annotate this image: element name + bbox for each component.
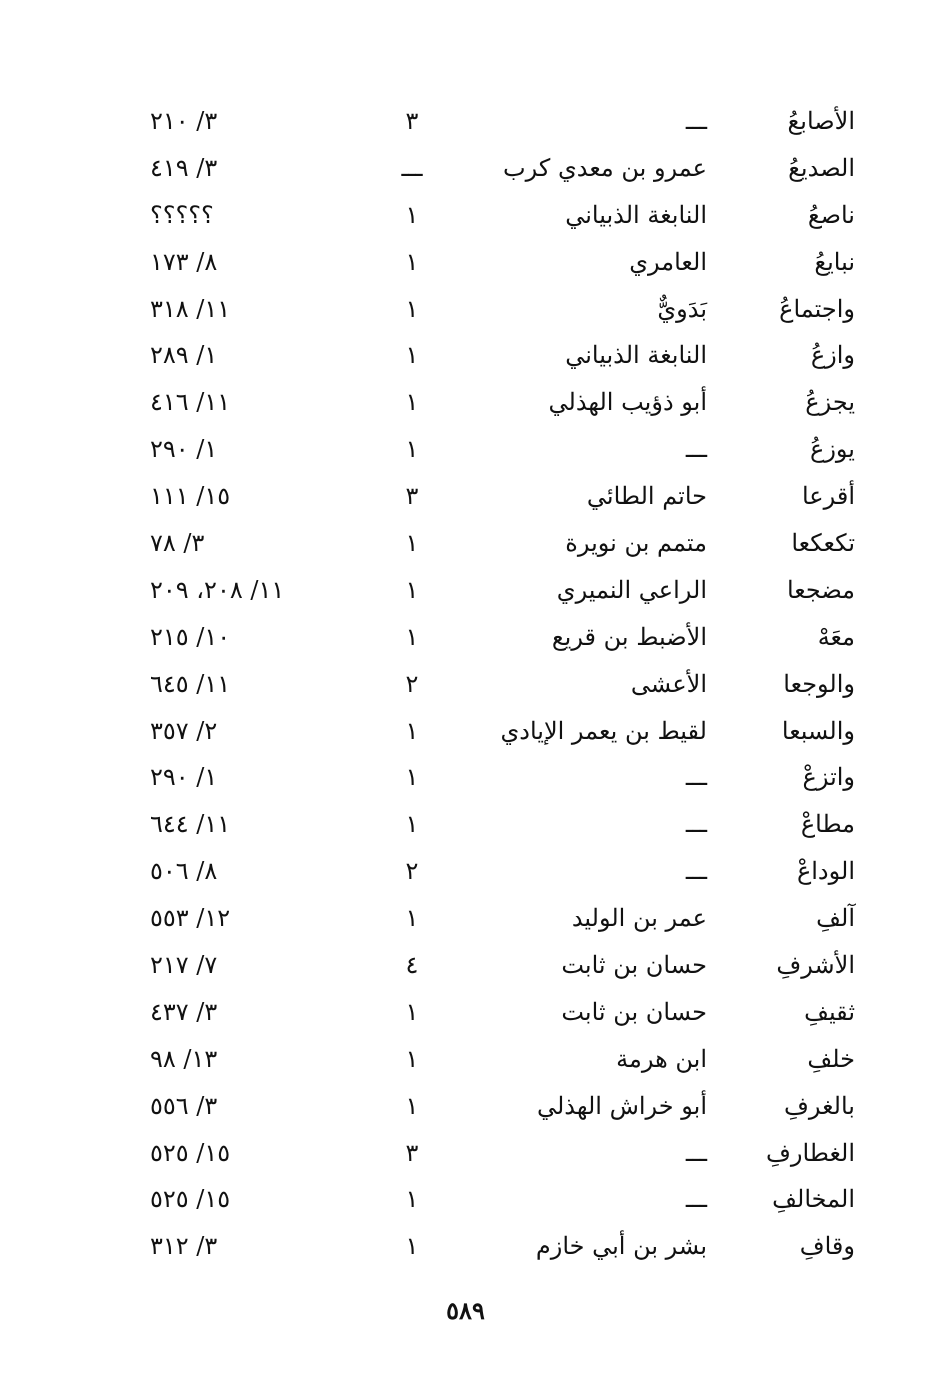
volume-page-reference: ٣/ ٥٥٦ [150, 1091, 218, 1120]
verse-count: ٣ [405, 1138, 419, 1167]
rhyme-word: وقافِ [799, 1232, 855, 1261]
rhyme-word: الوداعْ [796, 857, 855, 886]
volume-page-reference: ١١/ ٦٤٤ [150, 810, 231, 839]
rhyme-word: ناصعُ [807, 200, 855, 229]
rhyme-word: المخالفِ [772, 1185, 855, 1214]
index-row [0, 286, 931, 333]
rhyme-word: يوزعُ [810, 435, 855, 464]
verse-count: ١ [405, 763, 419, 792]
index-row [0, 1083, 931, 1130]
index-row [0, 1036, 931, 1083]
index-row [0, 895, 931, 942]
volume-page-reference: ١٥/ ٥٢٥ [150, 1138, 231, 1167]
volume-page-reference: ١/ ٢٩٠ [150, 763, 218, 792]
verse-count: ١ [405, 997, 419, 1026]
verse-count: ١ [405, 810, 419, 839]
poet-name: حسان بن ثابت [561, 997, 707, 1026]
rhyme-word: خلفِ [807, 1044, 855, 1073]
rhyme-word: واجتماعُ [779, 294, 855, 323]
rhyme-word: والسبعا [781, 716, 855, 745]
index-row [0, 567, 931, 614]
index-row [0, 192, 931, 239]
index-row [0, 848, 931, 895]
rhyme-word: وازعُ [810, 341, 855, 370]
volume-page-reference: ١١/ ٦٤٥ [150, 669, 231, 698]
index-row [0, 473, 931, 520]
volume-page-reference: ١٢/ ٥٥٣ [150, 904, 231, 933]
poet-name: ـــ [685, 763, 707, 792]
index-row [0, 1130, 931, 1177]
rhyme-word: آلفِ [816, 904, 855, 933]
rhyme-word: يجزعُ [805, 388, 855, 417]
verse-count: ١ [405, 1185, 419, 1214]
poet-name: حاتم الطائي [586, 482, 707, 511]
verse-count: ١ [405, 1232, 419, 1261]
rhyme-word: مطاعْ [800, 810, 855, 839]
rhyme-word: الصديعُ [788, 153, 855, 182]
volume-page-reference: ٣/ ٤٣٧ [150, 997, 218, 1026]
index-row [0, 1223, 931, 1270]
index-row [0, 942, 931, 989]
poet-name: النابغة الذبياني [565, 200, 707, 229]
volume-page-reference: ١/ ٢٩٠ [150, 435, 218, 464]
poet-name: النابغة الذبياني [565, 341, 707, 370]
poet-name: الأعشى [630, 669, 707, 698]
rhyme-word: نبايعُ [814, 247, 855, 276]
poet-name: عمر بن الوليد [571, 904, 707, 933]
volume-page-reference: ٣/ ٣١٢ [150, 1232, 218, 1261]
poet-name: أبو خراش الهذلي [536, 1091, 707, 1120]
index-row [0, 520, 931, 567]
poet-name: ـــ [685, 857, 707, 886]
poet-name: ـــ [685, 1138, 707, 1167]
page-number: ٥٨٩ [446, 1296, 485, 1325]
volume-page-reference: ٢/ ٣٥٧ [150, 716, 218, 745]
rhyme-word: الأصابعُ [787, 107, 855, 135]
verse-count: ١ [405, 575, 419, 604]
index-row [0, 426, 931, 473]
verse-count: ١ [405, 388, 419, 417]
volume-page-reference: ٨/ ١٧٣ [150, 247, 218, 276]
poet-name: بَدَويٌّ [657, 294, 707, 323]
volume-page-reference: ٣/ ٢١٠ [150, 107, 218, 135]
poet-name: حسان بن ثابت [561, 951, 707, 980]
volume-page-reference: ٨/ ٥٠٦ [150, 857, 218, 886]
index-row [0, 145, 931, 192]
volume-page-reference: ٣/ ٧٨ [150, 529, 205, 558]
poet-name: ـــ [685, 107, 707, 135]
index-row [0, 379, 931, 426]
rhyme-word: واتزعْ [802, 763, 855, 792]
index-row [0, 1176, 931, 1223]
verse-count: ٢ [405, 857, 419, 886]
index-row [0, 614, 931, 661]
verse-count: ١ [405, 1091, 419, 1120]
poet-name: أبو ذؤيب الهذلي [548, 388, 707, 417]
index-row [0, 989, 931, 1036]
index-row [0, 332, 931, 379]
verse-count: ١ [405, 247, 419, 276]
index-row [0, 801, 931, 848]
volume-page-reference: ٣/ ٤١٩ [150, 153, 218, 182]
verse-count: ـــ [401, 153, 423, 182]
rhyme-word: ثقيفِ [804, 997, 855, 1026]
rhyme-word: أقرعا [801, 482, 855, 511]
volume-page-reference: ١/ ٢٨٩ [150, 341, 218, 370]
verse-count: ١ [405, 1044, 419, 1073]
volume-page-reference: ١١/ ٤١٦ [150, 388, 231, 417]
rhyme-index-list [0, 98, 931, 1270]
rhyme-word: الغطارفِ [765, 1138, 855, 1167]
poet-name: لقيط بن يعمر الإيادي [500, 716, 707, 745]
rhyme-word: معَهْ [817, 622, 855, 651]
index-row [0, 708, 931, 755]
volume-page-reference: ؟؟؟؟؟ [150, 200, 214, 229]
index-row [0, 98, 931, 145]
volume-page-reference: ١٣/ ٩٨ [150, 1044, 218, 1073]
volume-page-reference: ١٥/ ٥٢٥ [150, 1185, 231, 1214]
verse-count: ١ [405, 529, 419, 558]
index-row [0, 661, 931, 708]
poet-name: متمم بن نويرة [565, 529, 707, 558]
poet-name: الأضبط بن قريع [551, 622, 707, 651]
verse-count: ١ [405, 622, 419, 651]
rhyme-word: مضجعا [786, 575, 855, 604]
poet-name: عمرو بن معدي كرب [503, 153, 707, 182]
rhyme-word: بالغرفِ [783, 1091, 855, 1120]
poet-name: ـــ [685, 1185, 707, 1214]
verse-count: ١ [405, 200, 419, 229]
rhyme-word: تكعكعا [791, 529, 855, 558]
poet-name: ـــ [685, 435, 707, 464]
rhyme-word: والوجعا [783, 669, 855, 698]
verse-count: ١ [405, 904, 419, 933]
verse-count: ٤ [405, 951, 419, 980]
poet-name: ـــ [685, 810, 707, 839]
poet-name: ابن هرمة [616, 1044, 707, 1073]
index-row [0, 754, 931, 801]
volume-page-reference: ١١/ ٢٠٨، ٢٠٩ [150, 575, 285, 604]
verse-count: ٣ [405, 107, 419, 135]
volume-page-reference: ٧/ ٢١٧ [150, 951, 218, 980]
verse-count: ١ [405, 716, 419, 745]
volume-page-reference: ١١/ ٣١٨ [150, 294, 231, 323]
verse-count: ١ [405, 294, 419, 323]
index-row [0, 239, 931, 286]
poet-name: بشر بن أبي خازم [535, 1232, 707, 1261]
verse-count: ١ [405, 435, 419, 464]
poet-name: الراعي النميري [556, 575, 707, 604]
verse-count: ٢ [405, 669, 419, 698]
poet-name: العامري [629, 247, 707, 276]
verse-count: ١ [405, 341, 419, 370]
volume-page-reference: ١٠/ ٢١٥ [150, 622, 231, 651]
rhyme-word: الأشرفِ [776, 951, 855, 980]
volume-page-reference: ١٥/ ١١١ [150, 482, 231, 511]
verse-count: ٣ [405, 482, 419, 511]
